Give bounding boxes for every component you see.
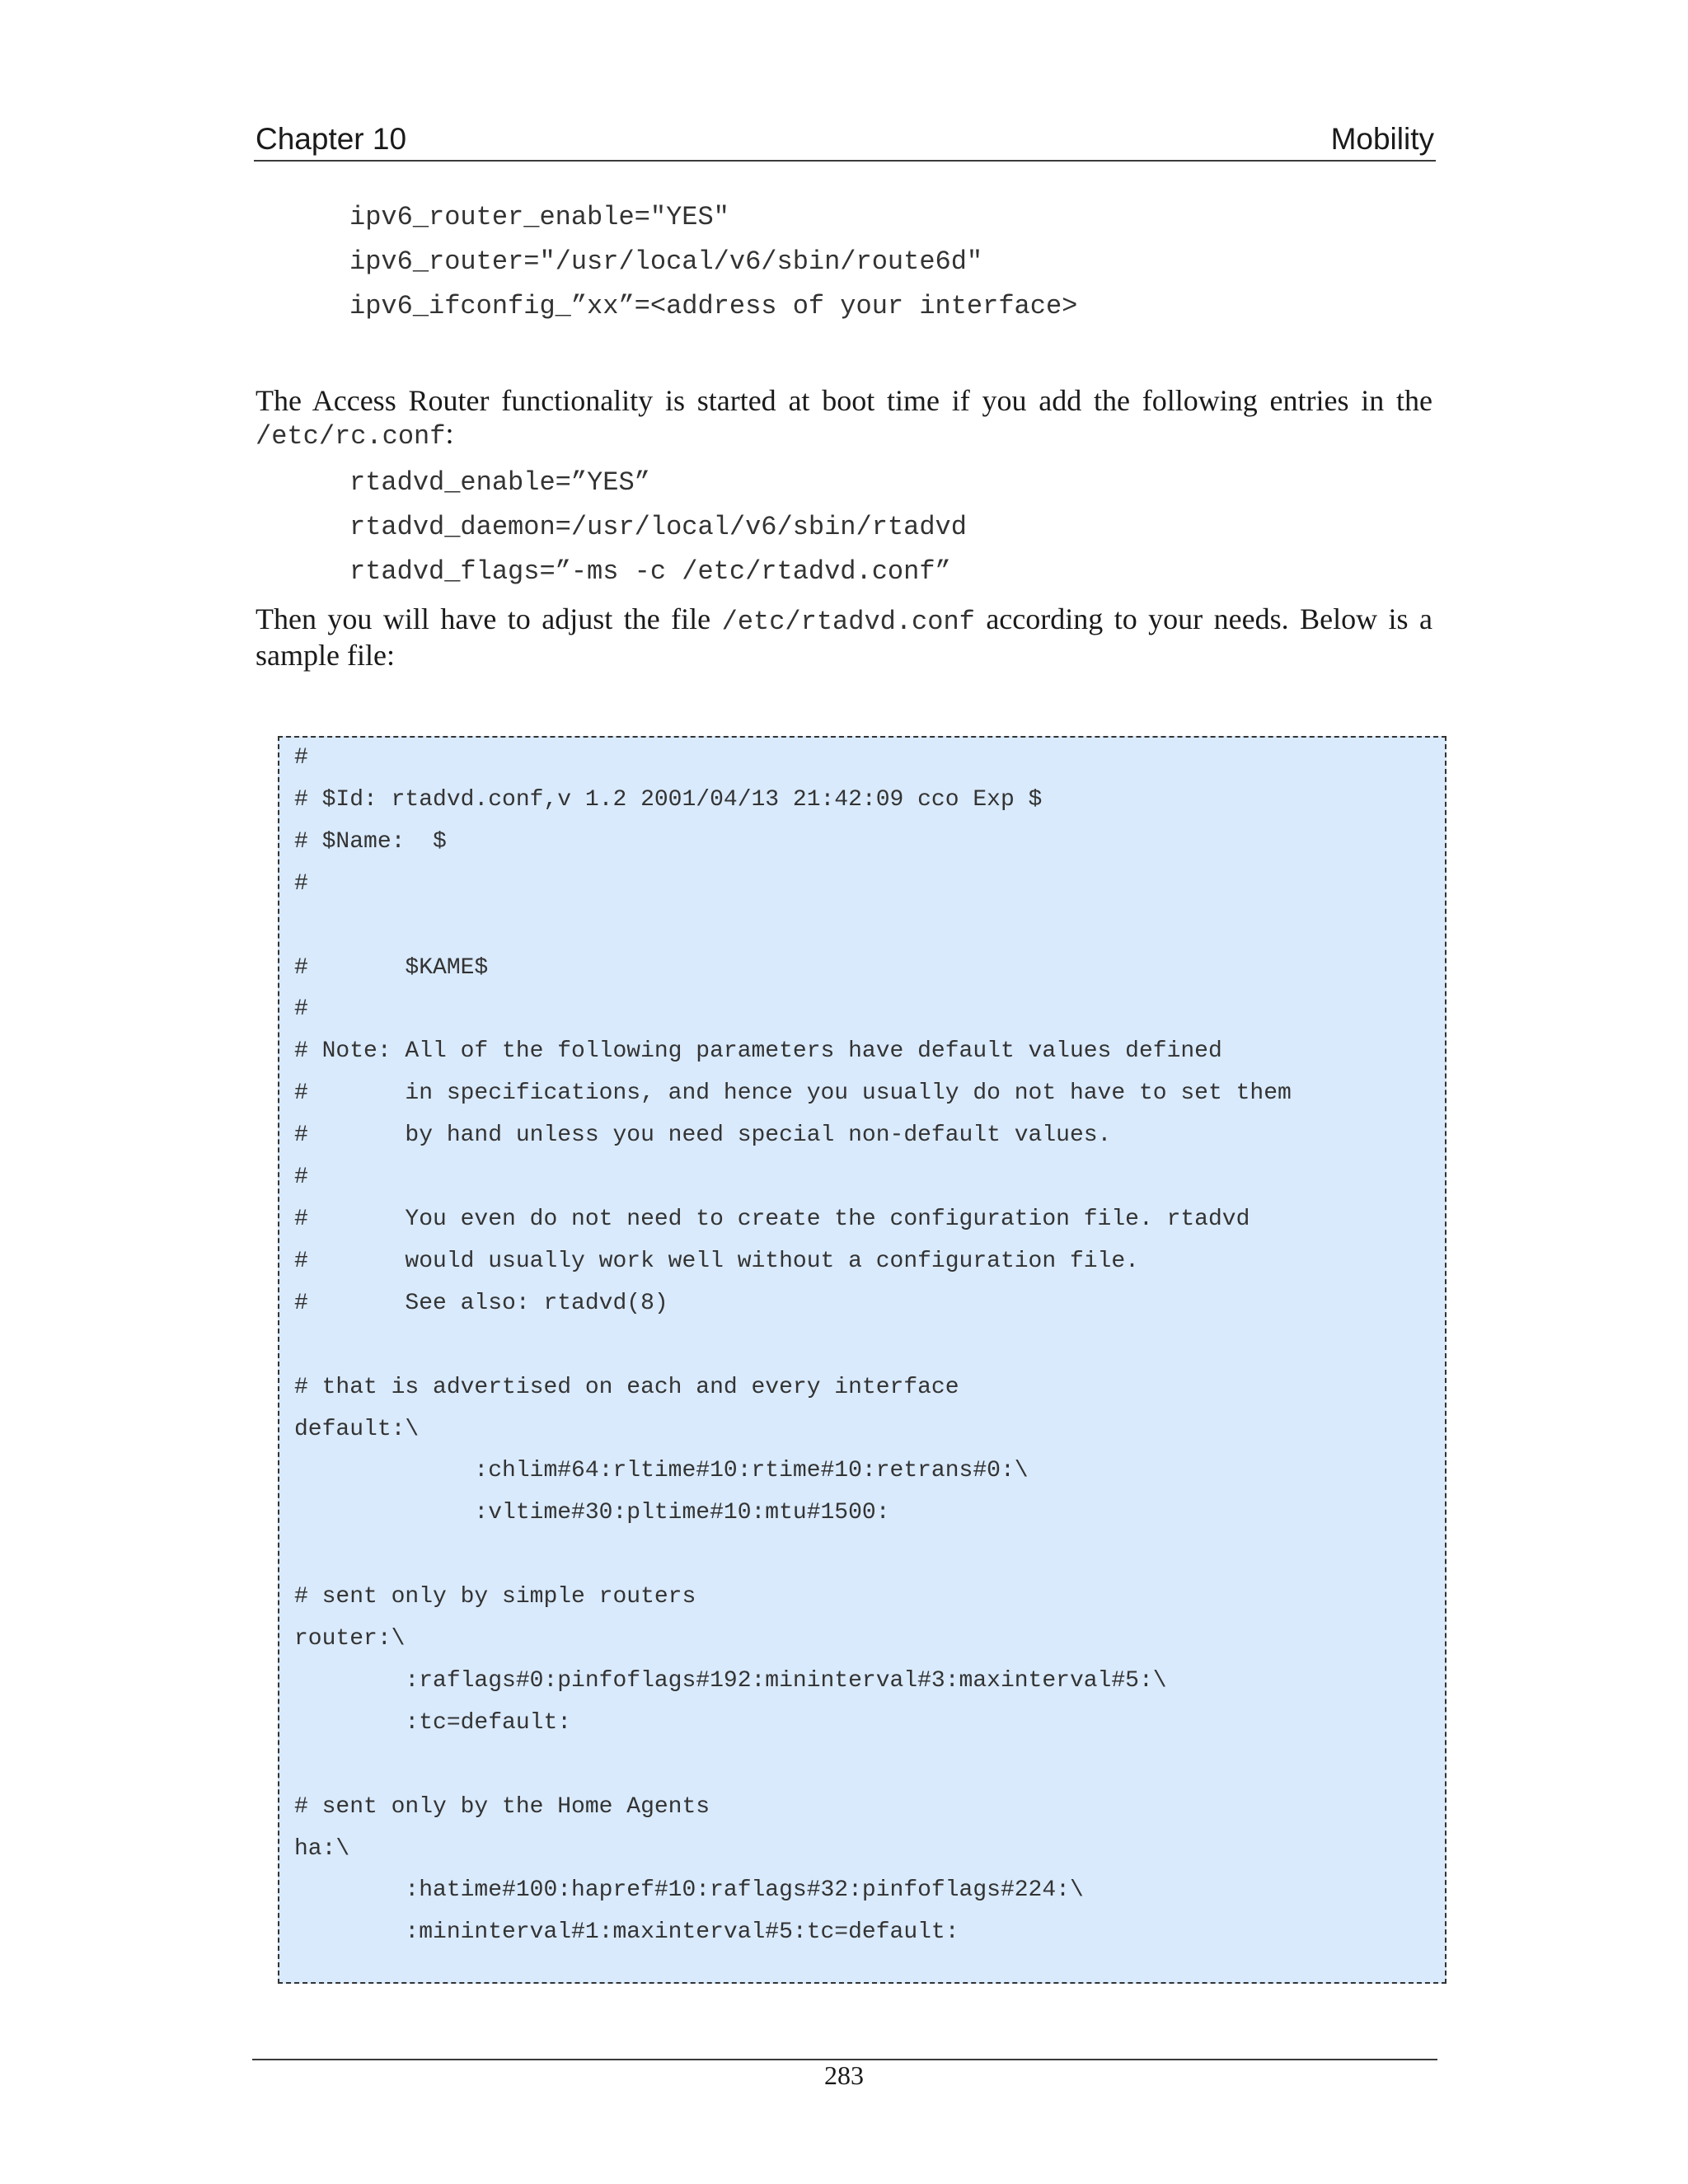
page-header — [254, 120, 1436, 162]
adjust-file-paragraph — [256, 602, 1432, 672]
page-number: 283 — [824, 2060, 864, 2090]
access-router-paragraph — [256, 384, 1432, 453]
sample-file-box — [278, 736, 1447, 1984]
code-line: rtadvd_enable=”YES” — [349, 467, 650, 498]
section-title: Mobility — [1330, 122, 1434, 156]
router-config-code — [349, 195, 1077, 329]
code-line: ipv6_router_enable="YES" — [349, 202, 729, 232]
rc-conf-path: /etc/rc.conf — [256, 421, 446, 452]
paragraph-text: according to your needs. Below is a sample file: — [256, 602, 1432, 672]
code-line: rtadvd_flags=”-ms -c /etc/rtadvd.conf” — [349, 556, 951, 587]
paragraph-text: Then you will have to adjust the file — [256, 602, 722, 635]
rtadvd-config-code — [349, 461, 967, 594]
paragraph-end: : — [445, 417, 454, 450]
sample-file-content: # # $Id: rtadvd.conf,v 1.2 2001/04/13 21:42:09 cco Exp $ # $Name: $ # # $KAME$ # # Note: All of the following parameters have default values defined # in specifications, and hence you usually do not have to set them # by hand unless you need special non-default values. # # You even do not need to create the configuration file. rtadvd # would usually work well without a configuration file. # See also: rtadvd(8) # that is advertised on each and every interface default:\ :chlim#64:rltime#10:rtime#10:retrans#0:\ :vltime#30:pltime#10:mtu#1500: # sent only by simple routers router:\ :raflags#0:pinfoflags#192:mininterval#3:maxinterval#5:\ :tc=default: # sent only by the Home Agents ha:\ :hatime#100:hapref#10:raflags#32:pinfoflags#224:\ :mininterval#1:maxinterval#5:tc=default: — [294, 745, 1292, 1946]
paragraph-text: The Access Router functionality is started at boot time if you add the following entries in the — [256, 384, 1432, 417]
code-line: rtadvd_daemon=/usr/local/v6/sbin/rtadvd — [349, 512, 967, 542]
rtadvd-conf-path: /etc/rtadvd.conf — [721, 607, 975, 637]
chapter-title: Chapter 10 — [256, 122, 407, 156]
code-line: ipv6_router="/usr/local/v6/sbin/route6d" — [349, 246, 983, 277]
code-line: ipv6_ifconfig_”xx”=<address of your interface> — [349, 291, 1078, 321]
